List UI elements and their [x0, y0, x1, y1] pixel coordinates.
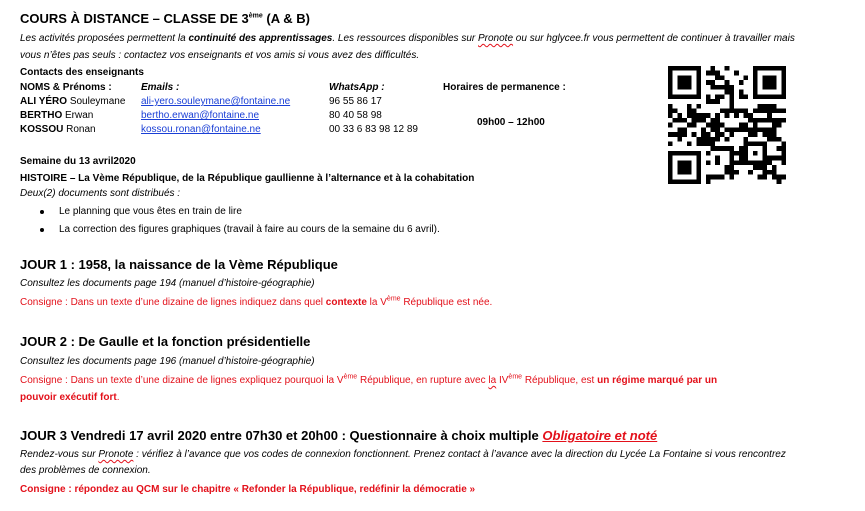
day3-rdv-line-1: Rendez-vous sur Pronote : vérifiez à l’avance que vos codes de connexion fonctionnent. Prenez contact à l’avance avec la direction du Lycée La Fontaine si vous rencontrez: [20, 449, 786, 460]
day2-title: JOUR 2 : De Gaulle et la fonction présidentielle: [20, 334, 311, 349]
teacher-name: BERTHO Erwan: [20, 110, 94, 121]
bullet-icon: [40, 228, 44, 232]
teacher-phone: 80 40 58 98: [329, 110, 382, 121]
day1-consigne: Consigne : Dans un texte d’une dizaine de lignes indiquez dans quel contexte la Vème République est née.: [20, 295, 493, 308]
documents-intro: Deux(2) documents sont distribués :: [20, 188, 181, 199]
teacher-phone: 96 55 86 17: [329, 96, 382, 107]
col-emails-header: Emails :: [141, 82, 180, 93]
contacts-heading: Contacts des enseignants: [20, 67, 144, 78]
intro-line-1: Les activités proposées permettent la continuité des apprentissages. Les ressources disponibles sur Pronote ou sur hglycee.fr vous permettent de continuer à travailler mais: [20, 33, 795, 44]
subject-title: HISTOIRE – La Vème République, de la République gaullienne à l’alternance et à la cohabitation: [20, 173, 475, 184]
col-names-header: NOMS & Prénoms :: [20, 82, 112, 93]
day3-title: JOUR 3 Vendredi 17 avril 2020 entre 07h30 et 20h00 : Questionnaire à choix multiple Obligatoire et noté: [20, 428, 658, 443]
teacher-phone: 00 33 6 83 98 12 89: [329, 124, 418, 135]
day2-consult: Consultez les documents page 196 (manuel d’histoire-géographie): [20, 356, 315, 367]
page-title: COURS À DISTANCE – CLASSE DE 3ème (A & B): [20, 11, 310, 26]
col-hours-header: Horaires de permanence :: [443, 82, 566, 93]
day1-consult: Consultez les documents page 194 (manuel d’histoire-géographie): [20, 278, 315, 289]
office-hours: 09h00 – 12h00: [477, 117, 545, 128]
week-title: Semaine du 13 avril2020: [20, 156, 136, 167]
teacher-name: KOSSOU Ronan: [20, 124, 96, 135]
bullet-icon: [40, 210, 44, 214]
day3-consigne: Consigne : répondez au QCM sur le chapitre « Refonder la République, redéfinir la démocratie »: [20, 484, 476, 495]
day2-consigne-line-2: pouvoir exécutif fort.: [20, 392, 120, 403]
col-whatsapp-header: WhatsApp :: [329, 82, 385, 93]
teacher-email-link[interactable]: kossou.ronan@fontaine.ne: [141, 124, 261, 135]
teacher-email-link[interactable]: ali-yero.souleymane@fontaine.ne: [141, 96, 291, 107]
teacher-name: ALI YÉRO Souleymane: [20, 96, 126, 107]
day2-consigne-line-1: Consigne : Dans un texte d’une dizaine de lignes expliquez pourquoi la Vème République, en rupture avec la IVème République, est un régime marqué par un: [20, 373, 718, 386]
day3-rdv-line-2: des problèmes de connexion.: [20, 465, 151, 476]
teacher-email-link[interactable]: bertho.erwan@fontaine.ne: [141, 110, 260, 121]
day1-title: JOUR 1 : 1958, la naissance de la Vème République: [20, 257, 338, 272]
intro-line-2: vous n’êtes pas seuls : contactez vos enseignants et vos amis si vous avez des difficultés.: [20, 50, 420, 61]
list-item: Le planning que vous êtes en train de lire: [59, 206, 242, 217]
qr-code-icon: [668, 66, 786, 184]
list-item: La correction des figures graphiques (travail à faire au cours de la semaine du 6 avril).: [59, 224, 440, 235]
